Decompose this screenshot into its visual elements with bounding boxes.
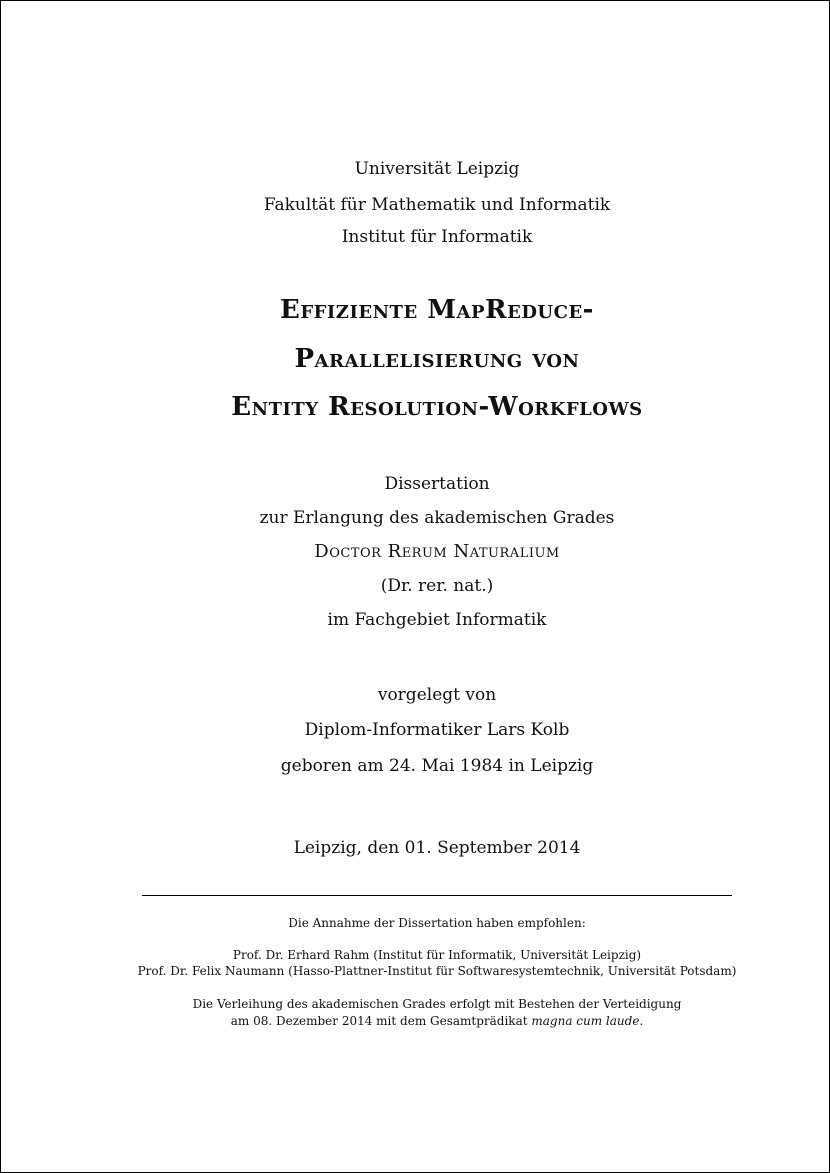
title-line-2: Parallelisierung von [294,344,580,374]
dissertation-type: Dissertation [384,474,490,494]
award-line-1: Die Verleihung des akademischen Grades erfolgt mit Bestehen der Verteidigung [192,997,682,1011]
dissertation-purpose: zur Erlangung des akademischen Grades [259,508,615,528]
title-line-1: Effiziente MapReduce- [280,295,594,325]
award-grade: magna cum laude [531,1014,640,1028]
author-name: Diplom-Informatiker Lars Kolb [304,720,570,740]
recommendation-heading: Die Annahme der Dissertation haben empfohlen: [288,916,586,930]
award-line-2-prefix: am 08. Dezember 2014 mit dem Gesamtprädikat [230,1014,532,1028]
title-line-3: Entity Resolution-Workflows [231,392,643,422]
degree-name: Doctor Rerum Naturalium [314,541,560,562]
award-line-2-suffix: . [639,1014,644,1028]
presented-by: vorgelegt von [377,685,497,705]
award-line-2 [0,1014,830,1028]
place-date: Leipzig, den 01. September 2014 [293,838,581,858]
university-name: Universität Leipzig [354,159,520,179]
institute-name: Institut für Informatik [341,227,533,247]
faculty-name: Fakultät für Mathematik und Informatik [263,195,611,215]
author-birth: geboren am 24. Mai 1984 in Leipzig [280,756,594,776]
reviewer-1: Prof. Dr. Erhard Rahm (Institut für Informatik, Universität Leipzig) [232,948,642,962]
separator-rule [142,895,732,896]
reviewer-2: Prof. Dr. Felix Naumann (Hasso-Plattner-Institut für Softwaresystemtechnik, Universität Potsdam) [137,964,737,978]
degree-abbreviation: (Dr. rer. nat.) [380,576,494,596]
field-of-study: im Fachgebiet Informatik [327,610,547,630]
